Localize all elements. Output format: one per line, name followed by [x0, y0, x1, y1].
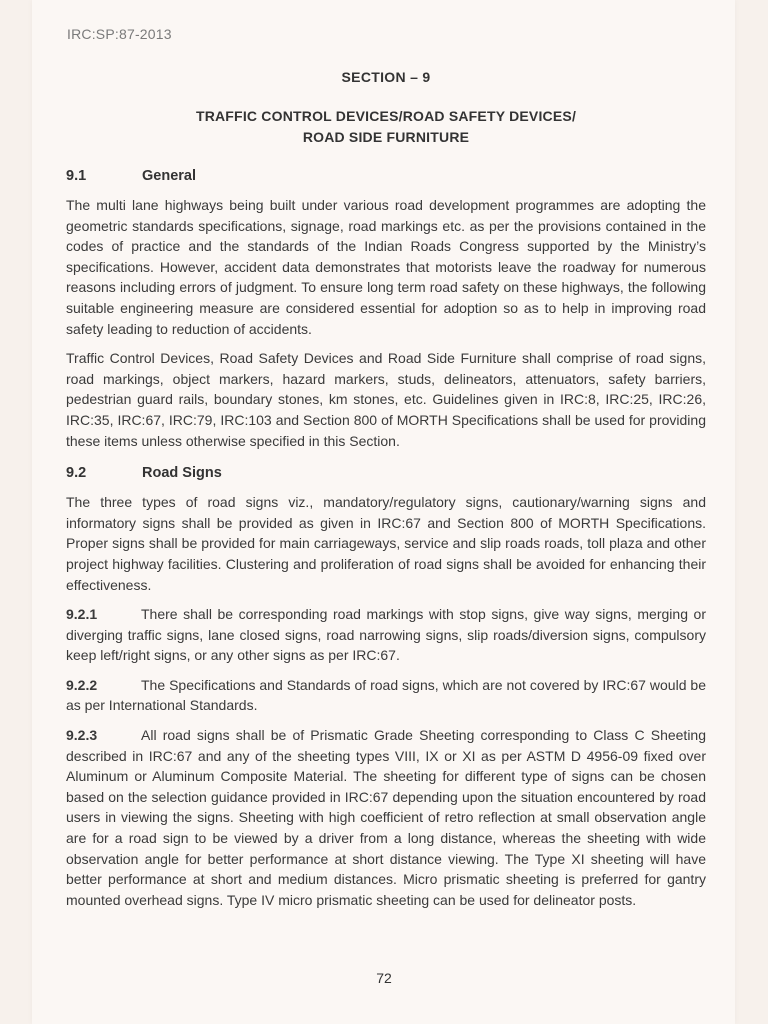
clause-9-2-3: [66, 725, 706, 910]
clause-text: The Specifications and Standards of road signs, which are not covered by IRC:67 would be as per International Standards.: [66, 676, 706, 714]
clause-9-2-1: [66, 604, 706, 666]
section-title: SECTION – 9: [341, 69, 431, 85]
heading-general: [66, 168, 706, 184]
section-subtitle-line2: ROAD SIDE FURNITURE: [302, 129, 470, 145]
paragraph-road-signs-1: The three types of road signs viz., mandatory/regulatory signs, cautionary/warning signs and informatory signs shall be provided as given in IRC:67 and Section 800 of MORTH Specifications. Proper signs shall be provided for main carriageways, service and slip roads roads, toll plaza and other project highway facilities. Clustering and proliferation of road signs shall be avoided for enhancing their effectiveness.: [66, 494, 706, 593]
document-id: IRC:SP:87-2013: [67, 26, 172, 42]
paragraph-general-2: Traffic Control Devices, Road Safety Devices and Road Side Furniture shall comprise of road signs, road markings, object markers, hazard markers, studs, delineators, attenuators, safety barriers, pedestrian guard rails, boundary stones, km stones, etc. Guidelines given in IRC:8, IRC:25, IRC:26, IRC:35, IRC:67, IRC:79, IRC:103 and Section 800 of MORTH Specifications shall be used for providing these items unless otherwise specified in this Section.: [66, 350, 706, 449]
clause-number: 9.2.1: [66, 606, 98, 623]
page-content: [66, 69, 706, 919]
clause-number: 9.2.2: [66, 676, 98, 693]
clause-text: There shall be corresponding road markings with stop signs, give way signs, merging or diverging traffic signs, lane closed signs, road narrowing signs, slip roads/diversion signs, compulsory keep left/right signs, or any other signs as per IRC:67.: [66, 606, 706, 664]
clause-number: 9.2.3: [66, 727, 98, 744]
heading-number: 9.1: [66, 168, 87, 184]
clause-text: All road signs shall be of Prismatic Grade Sheeting corresponding to Class C Sheeting described in IRC:67 and any of the sheeting types VIII, IX or XI as per ASTM D 4956-09 fixed over Aluminum or Aluminum Composite Material. The sheeting for different type of signs can be chosen based on the selection guidance provided in IRC:67 depending upon the situation encountered by road users in viewing the signs. Sheeting with high coefficient of retro reflection at small observation angle are for a road sign to be viewed by a driver from a long distance, whereas the sheeting with wide observation angle for better performance at short distance viewing. The Type XI sheeting will have better performance at short and medium distances. Micro prismatic sheeting is preferred for gantry mounted overhead signs. Type IV micro prismatic sheeting can be used for delineator posts.: [66, 727, 706, 908]
section-subtitle: [66, 106, 706, 148]
clause-9-2-2: [66, 675, 706, 716]
paragraph-general-1: The multi lane highways being built under various road development programmes are adopting the geometric standards specifications, signage, road markings etc. as per the provisions contained in the codes of practice and the standards of the Indian Roads Congress supported by the Ministry’s specifications. However, accident data demonstrates that motorists leave the roadway for numerous reasons including errors of judgment. To ensure long term road safety on these highways, the following suitable engineering measure are considered essential for adoption so as to help in improving road safety leading to reduction of accidents.: [66, 197, 706, 337]
section-subtitle-line1: TRAFFIC CONTROL DEVICES/ROAD SAFETY DEVICES/: [195, 108, 577, 124]
heading-title: Road Signs: [142, 465, 222, 482]
heading-title: General: [142, 168, 196, 184]
heading-road-signs: [66, 465, 706, 481]
page-number: 72: [376, 970, 392, 986]
heading-number: 9.2: [66, 465, 87, 482]
